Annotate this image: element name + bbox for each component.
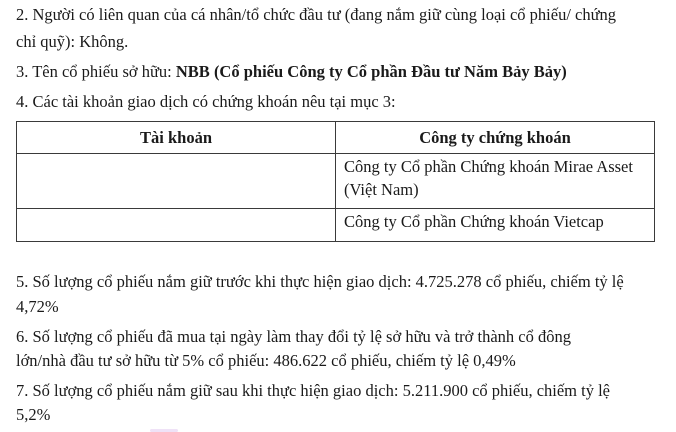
item-2-line-2: chỉ quỹ): Không. <box>16 32 129 51</box>
company-line-2: (Việt Nam) <box>344 180 419 199</box>
item-4-heading: 4. Các tài khoản giao dịch có chứng khoán nêu tại mục 3: <box>16 92 396 111</box>
item-6-line-1: 6. Số lượng cổ phiếu đã mua tại ngày làm thay đổi tỷ lệ sở hữu và trở thành cổ đông <box>16 327 572 346</box>
cell-account <box>17 154 336 209</box>
item-6-line-2: lớn/nhà đầu tư sở hữu từ 5% cổ phiếu: 486.622 cổ phiếu, chiếm tỷ lệ 0,49% <box>16 351 516 370</box>
company-line-1: Công ty Cổ phần Chứng khoán Mirae Asset <box>344 157 633 176</box>
table-row <box>17 154 655 209</box>
table-row <box>17 209 655 242</box>
item-2-line-1: 2. Người có liên quan của cá nhân/tổ chức đầu tư (đang nắm giữ cùng loại cổ phiếu/ chứng <box>16 5 617 24</box>
item-5-line-2: 4,72% <box>16 297 59 316</box>
table-header-row <box>17 122 655 154</box>
header-account: Tài khoản <box>17 122 336 154</box>
item-7-line-2: 5,2% <box>16 405 51 424</box>
item-3-stock-name <box>16 62 567 82</box>
item-3-value: NBB (Cổ phiếu Công ty Cổ phần Đầu tư Năm Bảy Bảy) <box>175 62 567 81</box>
item-7-line-1: 7. Số lượng cổ phiếu nắm giữ sau khi thực hiện giao dịch: 5.211.900 cổ phiếu, chiếm tỷ lệ <box>16 381 611 400</box>
cell-company <box>336 209 655 242</box>
item-5-line-1: 5. Số lượng cổ phiếu nắm giữ trước khi thực hiện giao dịch: 4.725.278 cổ phiếu, chiếm tỷ lệ <box>16 272 624 291</box>
cell-company <box>336 154 655 209</box>
cell-account <box>17 209 336 242</box>
header-securities-company: Công ty chứng khoán <box>336 122 655 154</box>
company-line-1: Công ty Cổ phần Chứng khoán Vietcap <box>344 212 604 231</box>
accounts-table <box>16 121 655 242</box>
item-3-label: 3. Tên cổ phiếu sở hữu: <box>16 62 176 81</box>
